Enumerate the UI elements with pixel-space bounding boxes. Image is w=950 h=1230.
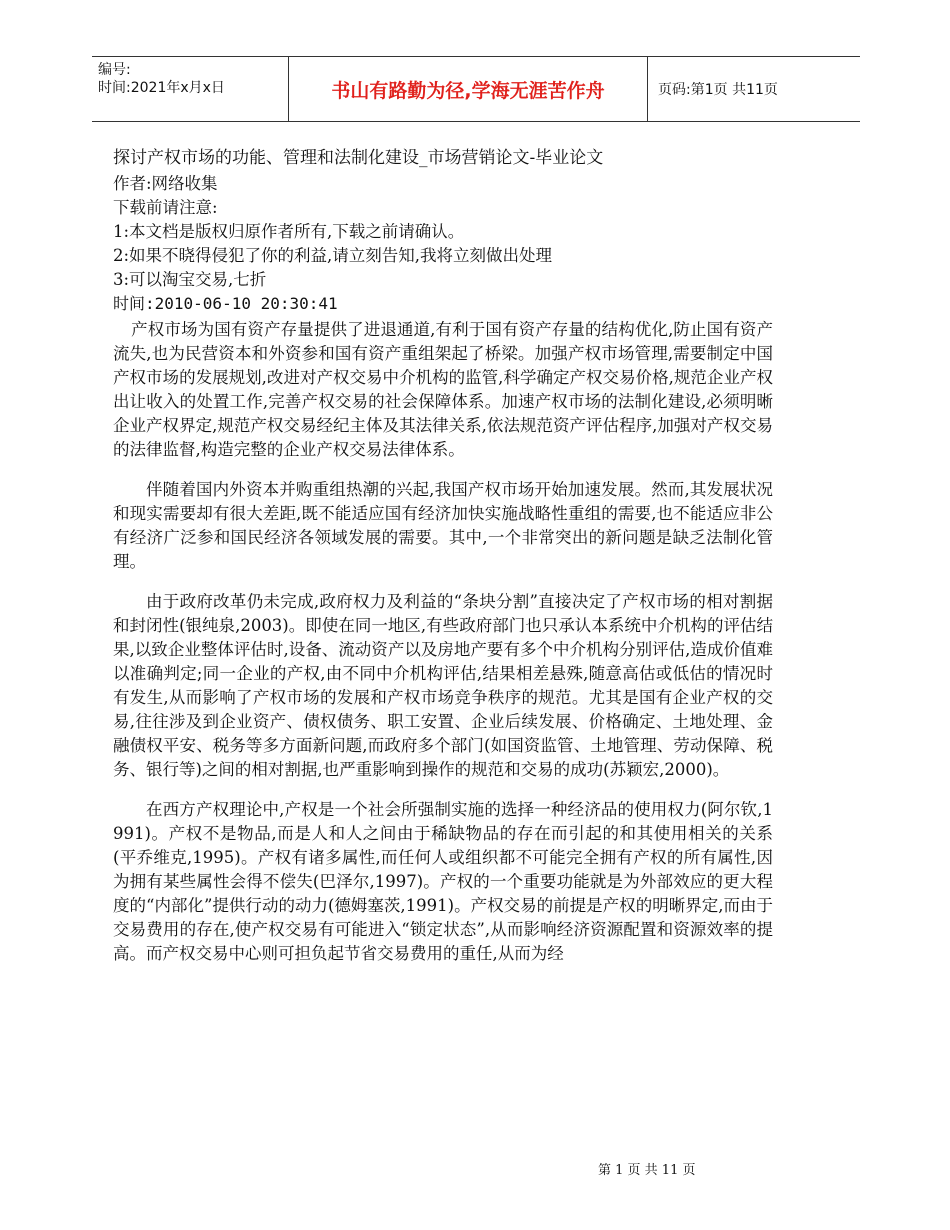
notice-item: 3:可以淘宝交易,七折 bbox=[113, 270, 267, 289]
notice-item: 2:如果不晓得侵犯了你的利益,请立刻告知,我将立刻做出处理 bbox=[113, 246, 553, 265]
notice-item: 1:本文档是版权归原作者所有,下载之前请确认。 bbox=[113, 222, 465, 241]
header-page-info: 页码:第1页 共11页 bbox=[658, 82, 778, 98]
page-header bbox=[92, 56, 860, 122]
motto-box bbox=[288, 57, 648, 121]
body-paragraph: 产权市场为国有资产存量提供了进退通道,有利于国有资产存量的结构优化,防止国有资产流失,也为民营资本和外资参和国有资产重组架起了桥梁。加强产权市场管理,需要制定中国产权市场的发展规划,改进对产权交易中介机构的监管,科学确定产权交易价格,规范企业产权出让收入的处置工作,完善产权交易的社会保障体系。加速产权市场的法制化建设,必须明晰企业产权界定,规范产权交易经纪主体及其法律关系,依法规范资产评估程序,加强对产权交易的法律监督,构造完整的企业产权交易法律体系。 bbox=[113, 320, 773, 459]
document-meta bbox=[113, 146, 773, 316]
body-paragraph: 伴随着国内外资本并购重组热潮的兴起,我国产权市场开始加速发展。然而,其发展状况和现实需要却有很大差距,既不能适应国有经济加快实施战略性重组的需要,也不能适应非公有经济广泛参和国民经济各领域发展的需要。其中,一个非常突出的新问题是缺乏法制化管理。 bbox=[113, 480, 773, 571]
header-motto: 书山有路勤为径,学海无涯苦作舟 bbox=[331, 79, 605, 102]
document-time-label: 时间:2021年x月x日 bbox=[98, 80, 225, 96]
document-title: 探讨产权市场的功能、管理和法制化建设_市场营销论文-毕业论文 bbox=[113, 148, 604, 168]
notice-heading: 下载前请注意: bbox=[113, 198, 218, 217]
document-time: 时间:2010-06-10 20:30:41 bbox=[113, 294, 338, 313]
document-author: 作者:网络收集 bbox=[113, 174, 218, 193]
header-left bbox=[98, 61, 225, 97]
body-paragraph: 在西方产权理论中,产权是一个社会所强制实施的选择一种经济品的使用权力(阿尔钦,1991)。产权不是物品,而是人和人之间由于稀缺物品的存在而引起的和其使用相关的关系(平乔维克,1995)。产权有诸多属性,而任何人或组织都不可能完全拥有产权的所有属性,因为拥有某些属性会得不偿失(巴泽尔,1997)。产权的一个重要功能就是为外部效应的更大程度的“内部化”提供行动的动力(德姆塞茨,1991)。产权交易的前提是产权的明晰界定,而由于交易费用的存在,使产权交易有可能进入“锁定状态”,从而影响经济资源配置和资源效率的提高。而产权交易中心则可担负起节省交易费用的重任,从而为经 bbox=[113, 800, 773, 963]
document-body bbox=[113, 146, 773, 982]
body-paragraph: 由于政府改革仍未完成,政府权力及利益的“条块分割”直接决定了产权市场的相对割据和封闭性(银纯泉,2003)。即使在同一地区,有些政府部门也只承认本系统中介机构的评估结果,以致企业整体评估时,设备、流动资产以及房地产要有多个中介机构分别评估,造成价值难以准确判定;同一企业的产权,由不同中介机构评估,结果相差悬殊,随意高估或低估的情况时有发生,从而影响了产权市场的发展和产权市场竞争秩序的规范。尤其是国有企业产权的交易,往往涉及到企业资产、债权债务、职工安置、企业后续发展、价格确定、土地处理、金融债权平安、税务等多方面新问题,而政府多个部门(如国资监管、土地管理、劳动保障、税务、银行等)之间的相对割据,也严重影响到操作的规范和交易的成功(苏颖宏,2000)。 bbox=[113, 592, 773, 779]
page-footer-number: 第 1 页 共 11 页 bbox=[598, 1163, 696, 1178]
document-number-label: 编号: bbox=[98, 62, 131, 78]
